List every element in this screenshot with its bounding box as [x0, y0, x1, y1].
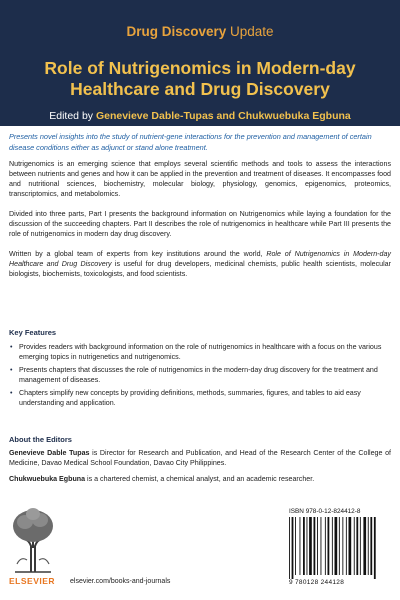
isbn-label: ISBN 978-0-12-824412-8 — [289, 508, 361, 515]
isbn-barcode-block — [287, 508, 391, 592]
series-title-bold: Drug Discovery — [126, 24, 227, 39]
description-paragraph-2: Divided into three parts, Part I presents the background information on Nutrigenomics while laying a foundation for the discussion of the succeeding chapters. Part II describes the role of nutrigenomics in healthcare while Part III presents the role of nutrigenomics in modern day drug discovery. — [9, 210, 391, 239]
editor-1-name: Genevieve Dable Tupas — [9, 449, 90, 457]
key-feature-item: • Provides readers with background information on the role of nutrigenomics in healthcare with a focus on the various emerging topics in nutrigenetics and nutrigenomics. — [9, 342, 391, 362]
description-panel — [0, 126, 400, 600]
key-feature-item: • Chapters simplify new concepts by providing definitions, methods, summaries, figures, and tables to aid easy understanding and application. — [9, 388, 391, 408]
about-editor-1 — [9, 448, 391, 468]
key-feature-item: • Presents chapters that discusses the role of nutrigenomics in the modern-day drug discovery for the treatment and management of diseases. — [9, 365, 391, 385]
paragraph-3-book-title: Role of Nutrigenomics in Modern-day Healthcare and Drug Discovery — [9, 250, 391, 269]
series-title — [0, 24, 400, 39]
about-editors-heading: About the Editors — [9, 435, 72, 444]
description-paragraph-1: Nutrigenomics is an emerging science that employs several scientific methods and tools to assess the interactions between nutrients and genes and how it can be applied in the prevention and treatment of diseases. It encompasses food and nutritional sciences, biochemistry, molecular biology, physiology, genomics, epigenomics, proteomics, transcriptomics, and metabolomics. — [9, 160, 391, 199]
elsevier-tree-logo-icon — [9, 504, 57, 574]
tagline: Presents novel insights into the study of nutrient-gene interactions for the prevention and management of certain disease conditions either as adjunct or stand alone treatment. — [9, 132, 372, 152]
editors-line — [14, 110, 386, 122]
key-features-list — [9, 342, 391, 412]
editor-2-name: Chukwuebuka Egbuna — [9, 475, 86, 483]
key-features-heading: Key Features — [9, 328, 57, 337]
editor-2-bio: is a chartered chemist, a chemical analyst, and an academic researcher. — [85, 475, 315, 483]
description-paragraph-3 — [9, 249, 391, 279]
series-title-rest: Update — [226, 24, 274, 39]
book-title: Role of Nutrigenomics in Modern-day Healthcare and Drug Discovery — [44, 58, 356, 99]
editors-names: Genevieve Dable-Tupas and Chukwuebuka Egbuna — [95, 110, 351, 122]
editors-prefix: Edited by — [49, 110, 96, 122]
about-editor-2 — [9, 474, 391, 484]
editor-1-bio: is Director for Research and Publication, and Head of the Research Center of the College of Medicine, Davao Medical School Foundation, Davao City Philippines. — [9, 449, 391, 468]
paragraph-3-before: Written by a global team of experts from key institutions around the world, — [9, 250, 267, 258]
publisher-logo-text: ELSEVIER — [9, 576, 56, 586]
publisher-url[interactable]: elsevier.com/books-and-journals — [70, 578, 171, 585]
barcode-digits: 9 780128 244128 — [289, 579, 345, 586]
barcode-icon — [287, 517, 387, 579]
paragraph-3-after: is useful for drug developers, medicinal chemists, public health scientists, molecular biologists, biochemists, toxicologists, and food scientists. — [9, 260, 391, 279]
